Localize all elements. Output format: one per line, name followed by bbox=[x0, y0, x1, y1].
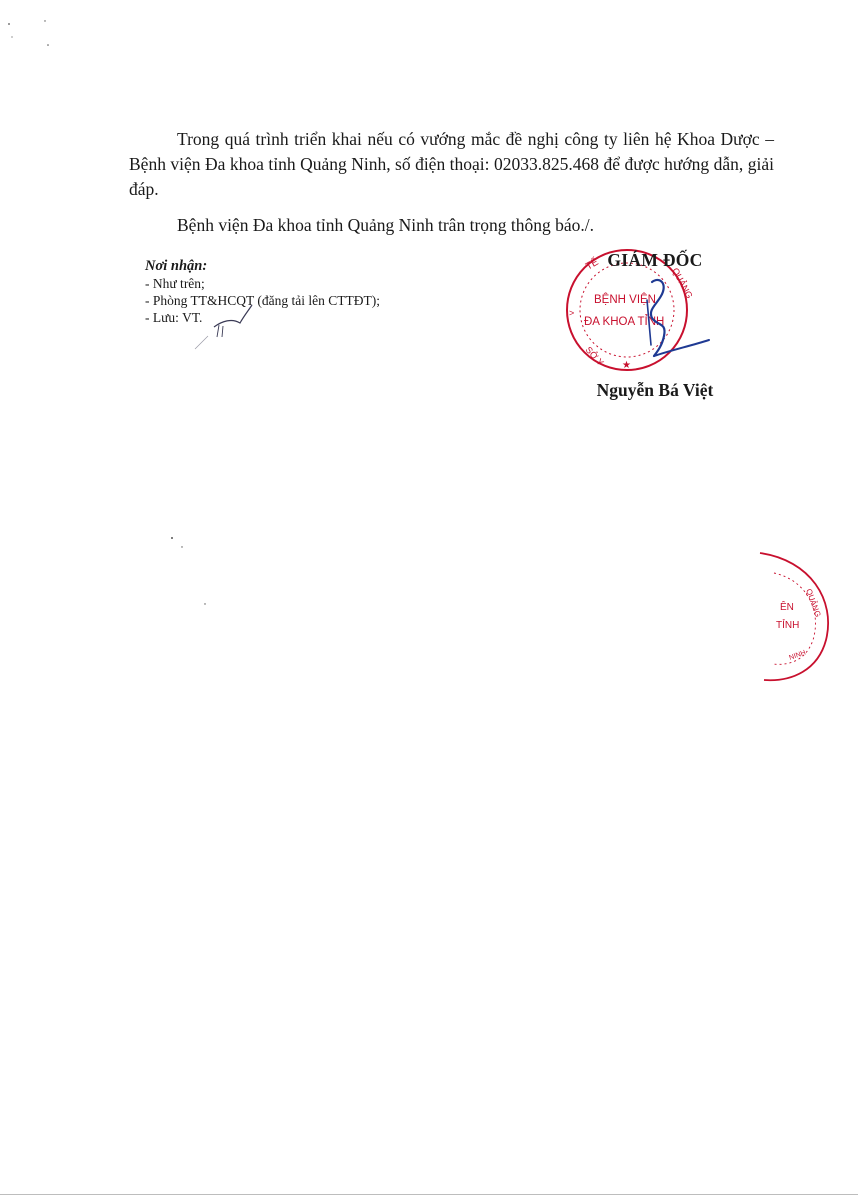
edge-seal-ring-bottom: NINH bbox=[788, 649, 807, 662]
recipient-item: - Như trên; bbox=[145, 276, 205, 291]
seal-ring-top: TẾ bbox=[584, 256, 601, 273]
edge-seal-line2: TỈNH bbox=[776, 620, 800, 631]
body-paragraph-closing-text: Bệnh viện Đa khoa tỉnh Quảng Ninh trân trọng thông báo./. bbox=[177, 215, 595, 235]
signer-title: GIÁM ĐỐC bbox=[607, 250, 703, 270]
edge-seal-line1: ÊN bbox=[780, 602, 794, 613]
seal-inner-line2: ĐA KHOA TỈNH bbox=[584, 316, 665, 328]
scan-edge-line bbox=[0, 1194, 858, 1195]
signer-name: Nguyễn Bá Việt bbox=[596, 380, 714, 400]
seal-inner-line1: BỆNH VIỆN bbox=[594, 294, 656, 306]
recipients-heading: Nơi nhận: bbox=[145, 258, 208, 274]
svg-text:>: > bbox=[569, 308, 575, 318]
seal-ring-bottom: SỞ Y bbox=[583, 344, 606, 368]
edge-seal-ring-right: QUẢNG bbox=[804, 587, 823, 619]
body-paragraph-contact-text: Trong quá trình triển khai nếu có vướng mắc đề nghị công ty liên hệ Khoa Dược – Bệnh viện Đa khoa tỉnh Quảng Ninh, số điện thoại: 02033.825.468 để được hướng dẫn, giải đáp. bbox=[129, 129, 774, 199]
edge-seal bbox=[760, 553, 828, 680]
initials-mark bbox=[214, 305, 252, 327]
recipient-item: - Lưu: VT. bbox=[145, 310, 203, 325]
seal-star-icon: ★ bbox=[622, 360, 631, 371]
seal-ring-right: QUẢNG bbox=[670, 266, 695, 301]
scan-specks bbox=[8, 20, 206, 604]
recipient-item: - Phòng TT&HCQT (đăng tải lên CTTĐT); bbox=[145, 293, 380, 308]
